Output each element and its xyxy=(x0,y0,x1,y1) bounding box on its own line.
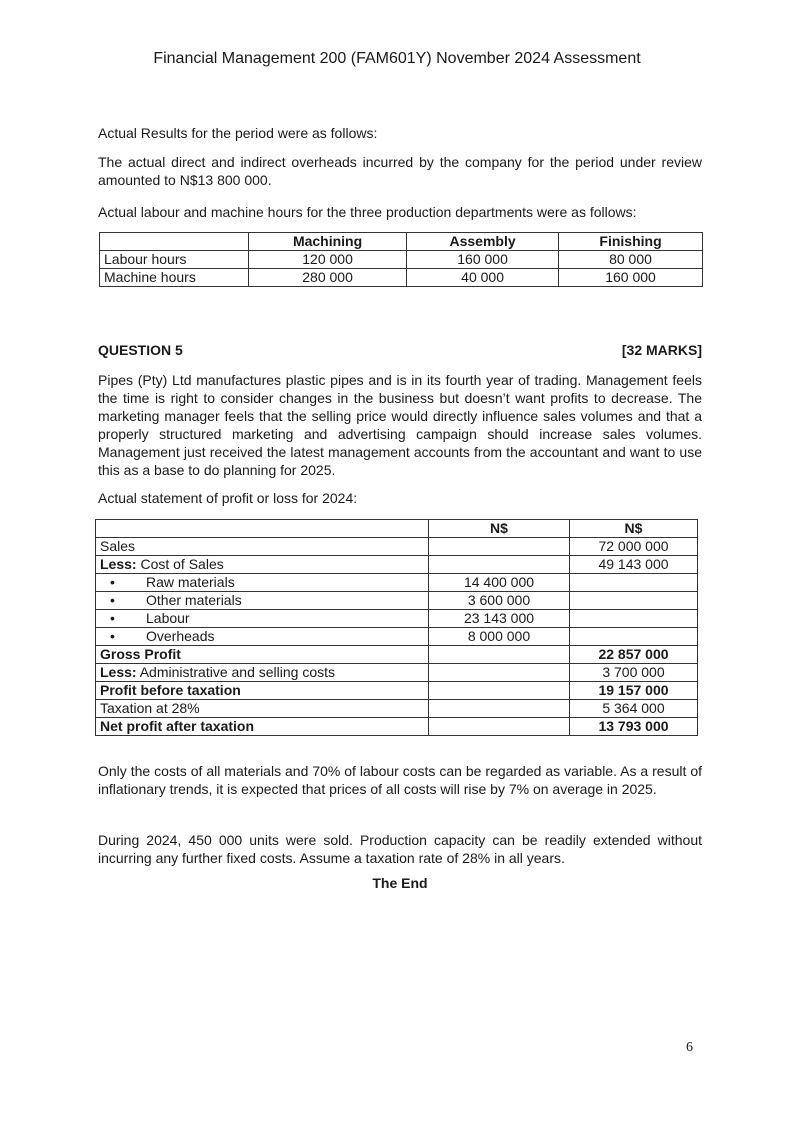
column-header xyxy=(96,520,429,538)
question-title: QUESTION 5 xyxy=(98,342,183,358)
bullet-icon: • xyxy=(110,610,115,626)
amount-cell: 8 000 000 xyxy=(429,628,570,646)
amount-cell xyxy=(429,682,570,700)
table-row xyxy=(96,538,698,556)
question-paragraph-1: Pipes (Pty) Ltd manufactures plastic pipes and is in its fourth year of trading. Management feels the time is right to consider changes in the business but doesn’t want profits to decrease. The marketing manager feels that the selling price would directly influence sales volumes and that a properly structured marketing and advertising campaign should increase sales volumes. Management just received the latest management accounts from the accountant and want to use this as a base to do planning for 2025. xyxy=(98,372,702,478)
table-row xyxy=(100,251,703,269)
row-label-text: Cost of Sales xyxy=(136,556,224,572)
row-label xyxy=(96,718,429,736)
page-number: 6 xyxy=(686,1040,693,1055)
amount-cell: 3 600 000 xyxy=(429,592,570,610)
cell: 280 000 xyxy=(249,269,407,287)
bullet-icon: • xyxy=(110,628,115,644)
row-label-text: Administrative and selling costs xyxy=(136,664,336,680)
row-label xyxy=(96,592,429,610)
row-label-text: Net profit after taxation xyxy=(100,718,255,734)
row-label xyxy=(96,556,429,574)
amount-cell xyxy=(570,574,698,592)
table-row xyxy=(96,682,698,700)
table-row xyxy=(96,700,698,718)
row-label xyxy=(96,646,429,664)
profit-loss-table xyxy=(95,519,698,736)
row-label xyxy=(96,628,429,646)
bullet-icon: • xyxy=(110,592,115,608)
row-label xyxy=(96,610,429,628)
table-row xyxy=(96,574,698,592)
column-header: N$ xyxy=(429,520,570,538)
row-label-text: Gross Profit xyxy=(100,646,181,662)
row-label xyxy=(96,664,429,682)
question-paragraph-3: Only the costs of all materials and 70% of labour costs can be regarded as variable. As a result of inflationary trends, it is expected that prices of all costs will rise by 7% on average in 2025. xyxy=(98,763,702,797)
intro-paragraph-1: Actual Results for the period were as follows: xyxy=(98,125,378,141)
intro-paragraph-2: The actual direct and indirect overheads incurred by the company for the period under review amounted to N$13 800 000. xyxy=(98,154,702,188)
row-prefix: Less: xyxy=(100,664,137,680)
row-label-text: Raw materials xyxy=(146,574,235,590)
hours-table xyxy=(99,232,703,287)
table-row xyxy=(96,628,698,646)
table-row xyxy=(96,718,698,736)
amount-cell: 14 400 000 xyxy=(429,574,570,592)
amount-cell xyxy=(570,592,698,610)
question-marks: [32 MARKS] xyxy=(621,342,702,358)
cell: 80 000 xyxy=(559,251,703,269)
amount-cell xyxy=(570,628,698,646)
column-header: N$ xyxy=(570,520,698,538)
cell: 120 000 xyxy=(249,251,407,269)
amount-cell xyxy=(429,664,570,682)
amount-cell xyxy=(429,718,570,736)
row-label: Labour hours xyxy=(100,251,249,269)
amount-cell: 5 364 000 xyxy=(570,700,698,718)
table-row xyxy=(96,592,698,610)
row-label xyxy=(96,700,429,718)
row-label-text: Overheads xyxy=(146,628,215,644)
end-text: The End xyxy=(372,875,428,891)
row-label-text: Sales xyxy=(100,538,136,554)
amount-cell xyxy=(429,700,570,718)
amount-cell: 13 793 000 xyxy=(570,718,698,736)
cell: 40 000 xyxy=(407,269,559,287)
column-header: Assembly xyxy=(407,233,559,251)
row-prefix: Less: xyxy=(100,556,137,572)
cell: 160 000 xyxy=(407,251,559,269)
page-header-title: Financial Management 200 (FAM601Y) November 2024 Assessment xyxy=(153,50,641,67)
column-header: Machining xyxy=(249,233,407,251)
bullet-icon: • xyxy=(110,574,115,590)
table-row xyxy=(96,646,698,664)
table-header-row xyxy=(100,233,703,251)
amount-cell: 72 000 000 xyxy=(570,538,698,556)
cell: 160 000 xyxy=(559,269,703,287)
amount-cell: 3 700 000 xyxy=(570,664,698,682)
table-row xyxy=(96,664,698,682)
table-header-row xyxy=(96,520,698,538)
amount-cell: 23 143 000 xyxy=(429,610,570,628)
amount-cell xyxy=(429,646,570,664)
row-label-text: Taxation at 28% xyxy=(100,700,200,716)
intro-paragraph-3: Actual labour and machine hours for the three production departments were as follows: xyxy=(98,204,637,220)
row-label: Machine hours xyxy=(100,269,249,287)
row-label-text: Other materials xyxy=(146,592,242,608)
amount-cell xyxy=(429,556,570,574)
table-row xyxy=(96,556,698,574)
row-label-text: Profit before taxation xyxy=(100,682,241,698)
column-header: Finishing xyxy=(559,233,703,251)
table-row xyxy=(96,610,698,628)
amount-cell xyxy=(429,538,570,556)
column-header xyxy=(100,233,249,251)
row-label xyxy=(96,682,429,700)
question-paragraph-4: During 2024, 450 000 units were sold. Production capacity can be readily extended without incurring any further fixed costs. Assume a taxation rate of 28% in all years. xyxy=(98,832,702,866)
question-heading xyxy=(98,341,702,359)
row-label xyxy=(96,538,429,556)
amount-cell: 19 157 000 xyxy=(570,682,698,700)
amount-cell: 22 857 000 xyxy=(570,646,698,664)
amount-cell xyxy=(570,610,698,628)
row-label xyxy=(96,574,429,592)
amount-cell: 49 143 000 xyxy=(570,556,698,574)
question-paragraph-2: Actual statement of profit or loss for 2024: xyxy=(98,490,358,506)
row-label-text: Labour xyxy=(146,610,190,626)
table-row xyxy=(100,269,703,287)
